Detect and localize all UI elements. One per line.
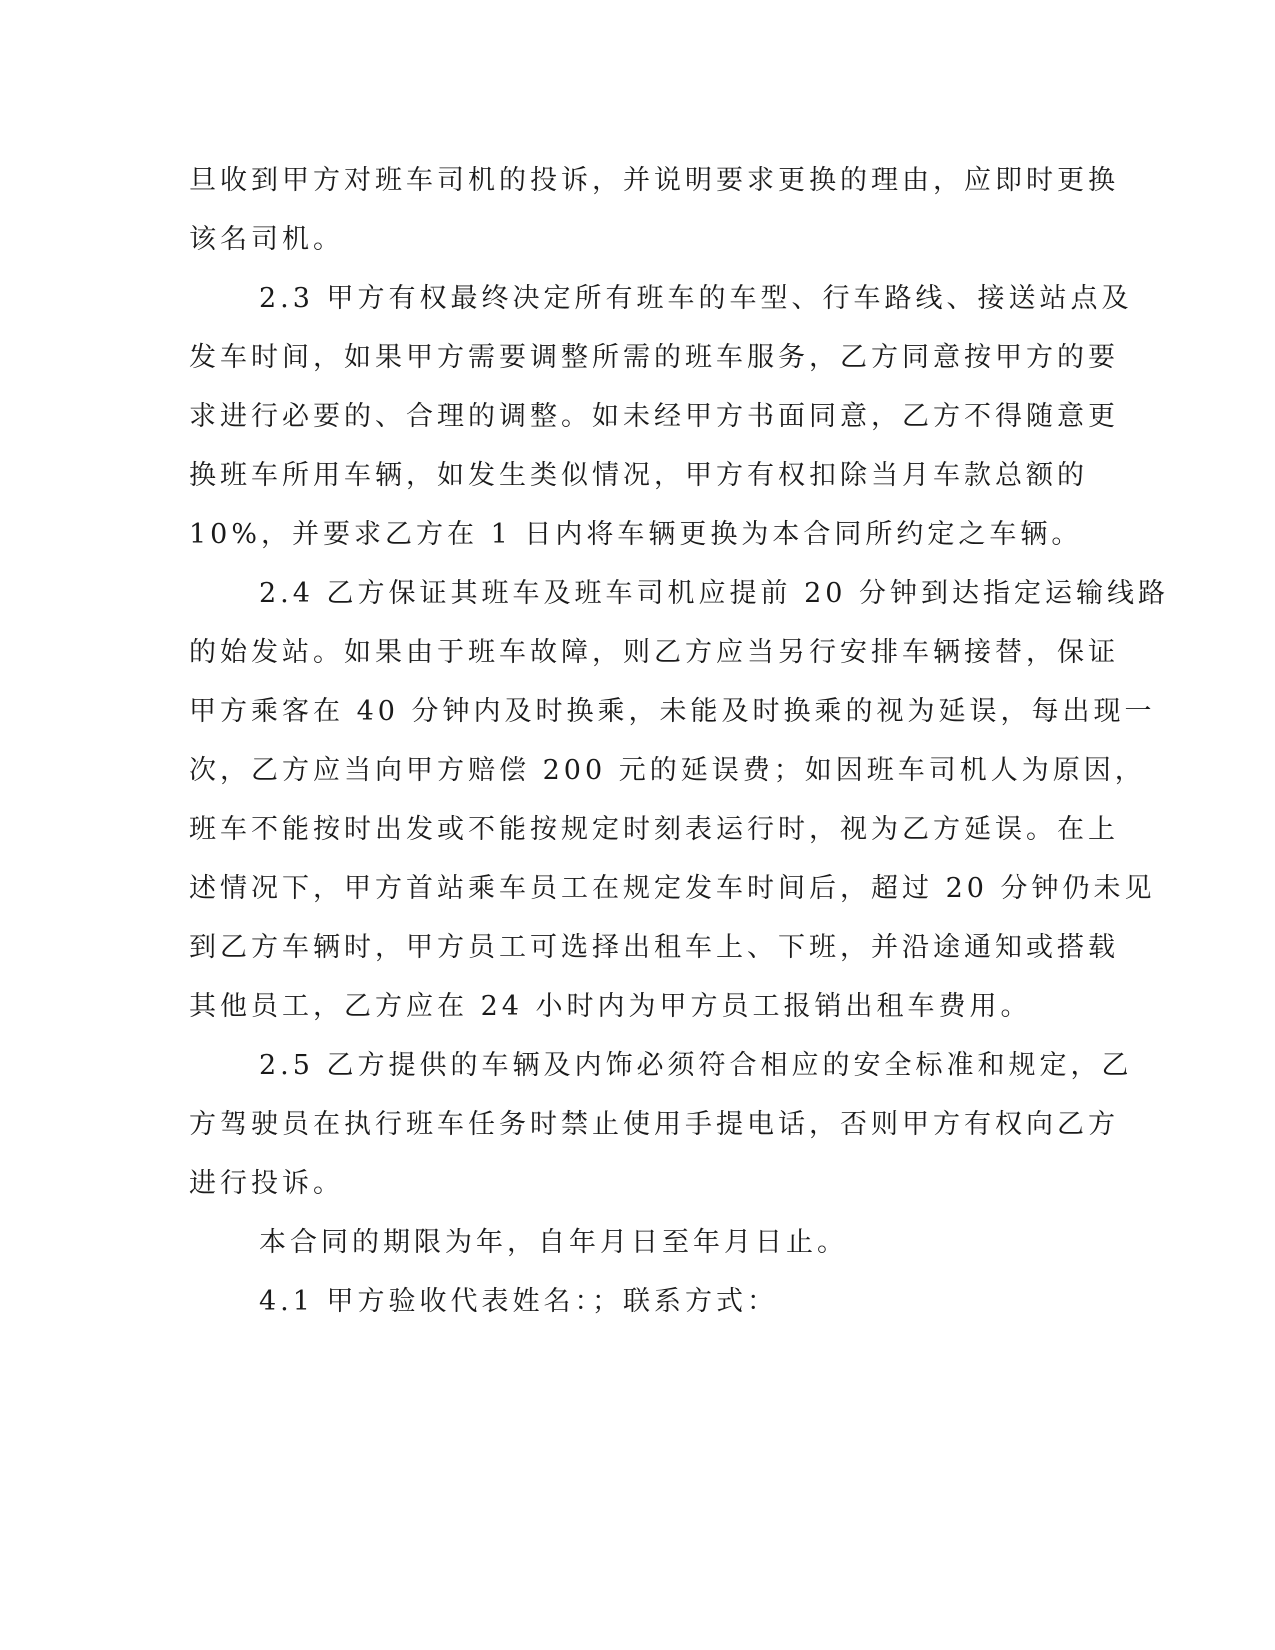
text-line: 次，乙方应当向甲方赔偿 200 元的延误费；如因班车司机人为原因， bbox=[189, 755, 1146, 786]
text-line: 旦收到甲方对班车司机的投诉，并说明要求更换的理由，应即时更换 bbox=[189, 165, 1119, 196]
contract-term-line: 本合同的期限为年，自年月日至年月日止。 bbox=[259, 1227, 848, 1258]
clause-2-3-start: 2.3 甲方有权最终决定所有班车的车型、行车路线、接送站点及 bbox=[259, 283, 1133, 314]
clause-4-1-line: 4.1 甲方验收代表姓名：；联系方式： bbox=[259, 1286, 779, 1317]
clause-2-5-start: 2.5 乙方提供的车辆及内饰必须符合相应的安全标准和规定，乙 bbox=[259, 1050, 1133, 1081]
text-line: 该名司机。 bbox=[189, 224, 344, 255]
text-line: 10%，并要求乙方在 1 日内将车辆更换为本合同所约定之车辆。 bbox=[189, 519, 1083, 550]
text-line: 到乙方车辆时，甲方员工可选择出租车上、下班，并沿途通知或搭载 bbox=[189, 932, 1119, 963]
text-line: 述情况下，甲方首站乘车员工在规定发车时间后，超过 20 分钟仍未见 bbox=[189, 873, 1156, 904]
text-line: 求进行必要的、合理的调整。如未经甲方书面同意，乙方不得随意更 bbox=[189, 401, 1119, 432]
text-line: 进行投诉。 bbox=[189, 1168, 344, 1199]
text-line: 甲方乘客在 40 分钟内及时换乘，未能及时换乘的视为延误，每出现一 bbox=[189, 696, 1156, 727]
text-line: 发车时间，如果甲方需要调整所需的班车服务，乙方同意按甲方的要 bbox=[189, 342, 1119, 373]
clause-2-4-start: 2.4 乙方保证其班车及班车司机应提前 20 分钟到达指定运输线路 bbox=[259, 578, 1170, 609]
text-line: 换班车所用车辆，如发生类似情况，甲方有权扣除当月车款总额的 bbox=[189, 460, 1088, 491]
text-line: 的始发站。如果由于班车故障，则乙方应当另行安排车辆接替，保证 bbox=[189, 637, 1119, 668]
text-line: 班车不能按时出发或不能按规定时刻表运行时，视为乙方延误。在上 bbox=[189, 814, 1119, 845]
text-line: 方驾驶员在执行班车任务时禁止使用手提电话，否则甲方有权向乙方 bbox=[189, 1109, 1119, 1140]
text-line: 其他员工，乙方应在 24 小时内为甲方员工报销出租车费用。 bbox=[189, 991, 1032, 1022]
